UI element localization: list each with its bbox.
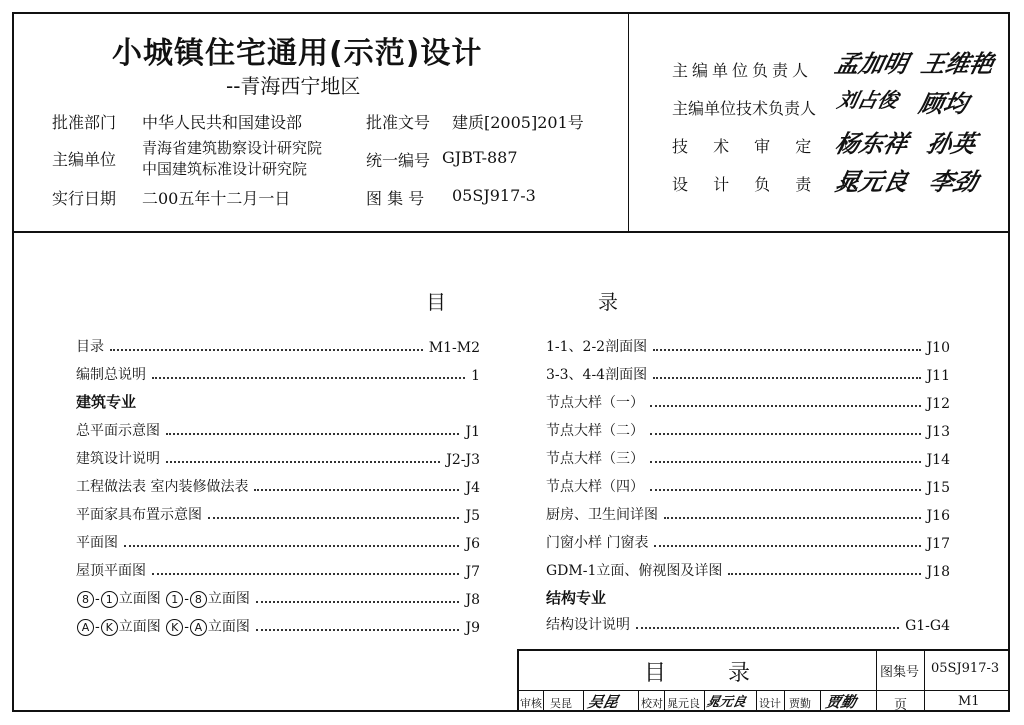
dash: -: [95, 619, 100, 635]
atlas-no-cell-value: 05SJ917-3: [931, 661, 1000, 676]
signature: 王维艳: [918, 49, 997, 78]
toc-entry-label: 屋顶平面图: [76, 563, 146, 579]
title-block-cell: [820, 690, 821, 712]
toc-entry: [546, 418, 950, 440]
leader-dots: [254, 488, 459, 491]
toc-heading-char-1: 目: [426, 290, 446, 314]
atlas-no-cell-label: 图集号: [880, 665, 920, 680]
toc-entry: [76, 474, 480, 496]
toc-entry: [546, 362, 950, 384]
toc-entry: [546, 502, 950, 524]
tech-reviewer-label: 技 术 审 定 人: [672, 137, 863, 156]
approval-dept-label: 批准部门: [52, 113, 117, 132]
title-block-cell: [543, 690, 544, 712]
toc-entry-label: 编制总说明: [76, 367, 146, 383]
toc-entry-page: J9: [465, 620, 480, 636]
elevation-text: 立面图: [207, 619, 250, 635]
leader-dots: [728, 572, 920, 575]
toc-entry-label: 门窗小样 门窗表: [546, 535, 649, 551]
toc-entry-page: J5: [465, 508, 480, 524]
toc-entry-label: 结构设计说明: [546, 617, 630, 633]
axis-circle: A: [77, 619, 94, 636]
title-block-title-char-2: 录: [728, 661, 751, 686]
toc-entry: [546, 612, 950, 634]
toc-entry-page: J13: [926, 424, 950, 440]
header-vertical-divider: [628, 12, 629, 232]
approval-doc-label: 批准文号: [366, 113, 431, 132]
leader-dots: [664, 516, 921, 519]
toc-entry-page: J14: [926, 452, 950, 468]
title-block-cell: [756, 690, 757, 712]
document-title: 小城镇住宅通用(示范)设计: [112, 36, 483, 71]
signature: 顾均: [916, 89, 971, 118]
toc-entry-page: J15: [926, 480, 950, 496]
elevation-text: 立面图: [118, 619, 161, 635]
leader-dots: [166, 460, 440, 463]
title-block-col: [924, 649, 925, 712]
chief-unit-head-label: 主编单位负责人: [672, 61, 813, 80]
toc-entry-page: J12: [926, 396, 950, 412]
toc-entry-label: 目录: [76, 339, 104, 355]
leader-dots: [256, 600, 460, 603]
title-block-top: [517, 649, 1010, 651]
toc-entry: [76, 446, 480, 468]
leader-dots: [124, 544, 459, 547]
chief-unit-2: 中国建筑标准设计研究院: [142, 160, 308, 178]
design-name: 贾勤: [789, 697, 811, 710]
effective-date: 二00五年十二月一日: [142, 189, 291, 208]
effective-date-label: 实行日期: [52, 189, 117, 208]
toc-entry-page: J8: [465, 592, 480, 608]
toc-entry: [76, 530, 480, 552]
toc-entry-label: 建筑设计说明: [76, 451, 160, 467]
toc-entry-label: 平面家具布置示意图: [76, 507, 202, 523]
page-cell-label: 页: [894, 698, 908, 713]
toc-heading-char-2: 录: [598, 290, 618, 314]
dash: -: [184, 591, 189, 607]
signature: 孟加明: [832, 49, 911, 78]
leader-dots: [653, 376, 920, 379]
toc-entry: [546, 390, 950, 412]
title-block-title-char-1: 目: [644, 661, 667, 686]
dash: -: [184, 619, 189, 635]
unified-no-label: 统一编号: [366, 151, 431, 170]
title-block-cell: [784, 690, 785, 712]
check-name: 晁元良: [667, 697, 700, 710]
toc-entry: [546, 446, 950, 468]
chief-unit-label: 主编单位: [52, 150, 117, 169]
leader-dots: [166, 432, 459, 435]
toc-entry-label: 节点大样（三）: [546, 451, 644, 467]
toc-entry-label: 3-3、4-4剖面图: [546, 367, 648, 383]
toc-entry-label: 1-1、2-2剖面图: [546, 339, 648, 355]
toc-entry: [546, 530, 950, 552]
elevation-text: 立面图: [118, 591, 161, 607]
toc-entry-label: 总平面示意图: [76, 423, 160, 439]
toc-entry: [546, 474, 950, 496]
review-signature: 吴昆: [585, 693, 620, 711]
leader-dots: [653, 348, 920, 351]
toc-entry-page: J18: [926, 564, 950, 580]
toc-entry-page: J17: [926, 536, 950, 552]
toc-entry: [76, 334, 480, 356]
document-subtitle: --青海西宁地区: [226, 74, 361, 98]
signature: 李劲: [926, 167, 981, 196]
chief-unit-1: 青海省建筑勘察设计研究院: [142, 139, 323, 157]
design-signature: 贾勤: [823, 693, 858, 711]
toc-entry-page: J7: [465, 564, 480, 580]
title-block-col: [876, 649, 877, 712]
toc-entry-page: 1: [471, 368, 480, 384]
toc-entry: [76, 362, 480, 384]
leader-dots: [650, 432, 921, 435]
toc-entry-page: J4: [465, 480, 480, 496]
axis-circle: K: [101, 619, 118, 636]
toc-entry-page: J16: [926, 508, 950, 524]
axis-circle: K: [166, 619, 183, 636]
toc-entry-label: [76, 588, 250, 608]
leader-dots: [636, 626, 899, 629]
toc-entry-label: [76, 616, 250, 636]
toc-entry-page: J2-J3: [446, 452, 480, 468]
toc-entry-page: J6: [465, 536, 480, 552]
signature: 刘占俊: [835, 88, 901, 112]
toc-entry-label: 节点大样（四）: [546, 479, 644, 495]
toc-entry-label: 节点大样（二）: [546, 423, 644, 439]
leader-dots: [152, 376, 465, 379]
toc-entry: [76, 502, 480, 524]
toc-entry-label: GDM-1立面、俯视图及详图: [546, 563, 723, 579]
toc-entry-page: J10: [926, 340, 950, 356]
approval-doc: 建质[2005]201号: [452, 113, 584, 132]
atlas-no: 05SJ917-3: [452, 186, 536, 205]
toc-entry-label: 工程做法表 室内装修做法表: [76, 479, 249, 495]
leader-dots: [152, 572, 459, 575]
leader-dots: [654, 544, 920, 547]
check-label: 校对: [641, 697, 663, 710]
toc-entry-label: 节点大样（一）: [546, 395, 644, 411]
elevation-text: 立面图: [207, 591, 250, 607]
approval-dept: 中华人民共和国建设部: [142, 113, 303, 132]
toc-entry: [76, 614, 480, 636]
toc-entry-page: J11: [926, 368, 950, 384]
axis-circle: A: [190, 619, 207, 636]
design-head-label: 设 计 负 责 人: [672, 175, 863, 194]
leader-dots: [110, 348, 423, 351]
leader-dots: [650, 488, 921, 491]
review-name: 吴昆: [550, 697, 572, 710]
leader-dots: [256, 628, 460, 631]
leader-dots: [650, 404, 921, 407]
axis-circle: 1: [101, 591, 118, 608]
review-label: 审核: [520, 697, 542, 710]
toc-entry: [76, 586, 480, 608]
design-label: 设计: [759, 697, 781, 710]
title-block-cell: [583, 690, 584, 712]
header-bottom-divider: [12, 231, 1010, 233]
axis-circle: 8: [190, 591, 207, 608]
title-block-cell: [664, 690, 665, 712]
section-structure: 结构专业: [546, 589, 607, 607]
check-signature: 晁元良: [704, 695, 748, 710]
title-block-left: [517, 649, 519, 712]
leader-dots: [208, 516, 459, 519]
chief-unit-tech-head-label: 主编单位技术负责人: [672, 99, 817, 118]
toc-entry: [546, 558, 950, 580]
axis-circle: 8: [77, 591, 94, 608]
unified-no: GJBT-887: [442, 148, 518, 167]
toc-entry-label: 平面图: [76, 535, 118, 551]
toc-entry: [76, 418, 480, 440]
signature: 杨东祥: [832, 129, 911, 158]
toc-entry-page: J1: [465, 424, 480, 440]
title-block-cell: [638, 690, 639, 712]
leader-dots: [650, 460, 921, 463]
atlas-no-label: 图 集 号: [366, 189, 425, 208]
axis-circle: 1: [166, 591, 183, 608]
toc-entry: [546, 334, 950, 356]
toc-entry-page: M1-M2: [428, 340, 480, 356]
page-cell-value: M1: [958, 694, 980, 709]
signature: 孙英: [924, 129, 979, 158]
dash: -: [95, 591, 100, 607]
section-architecture: 建筑专业: [76, 393, 137, 411]
toc-entry-page: G1-G4: [905, 618, 950, 634]
toc-entry: [76, 558, 480, 580]
signature: 晁元良: [832, 167, 911, 196]
toc-entry-label: 厨房、卫生间详图: [546, 507, 658, 523]
